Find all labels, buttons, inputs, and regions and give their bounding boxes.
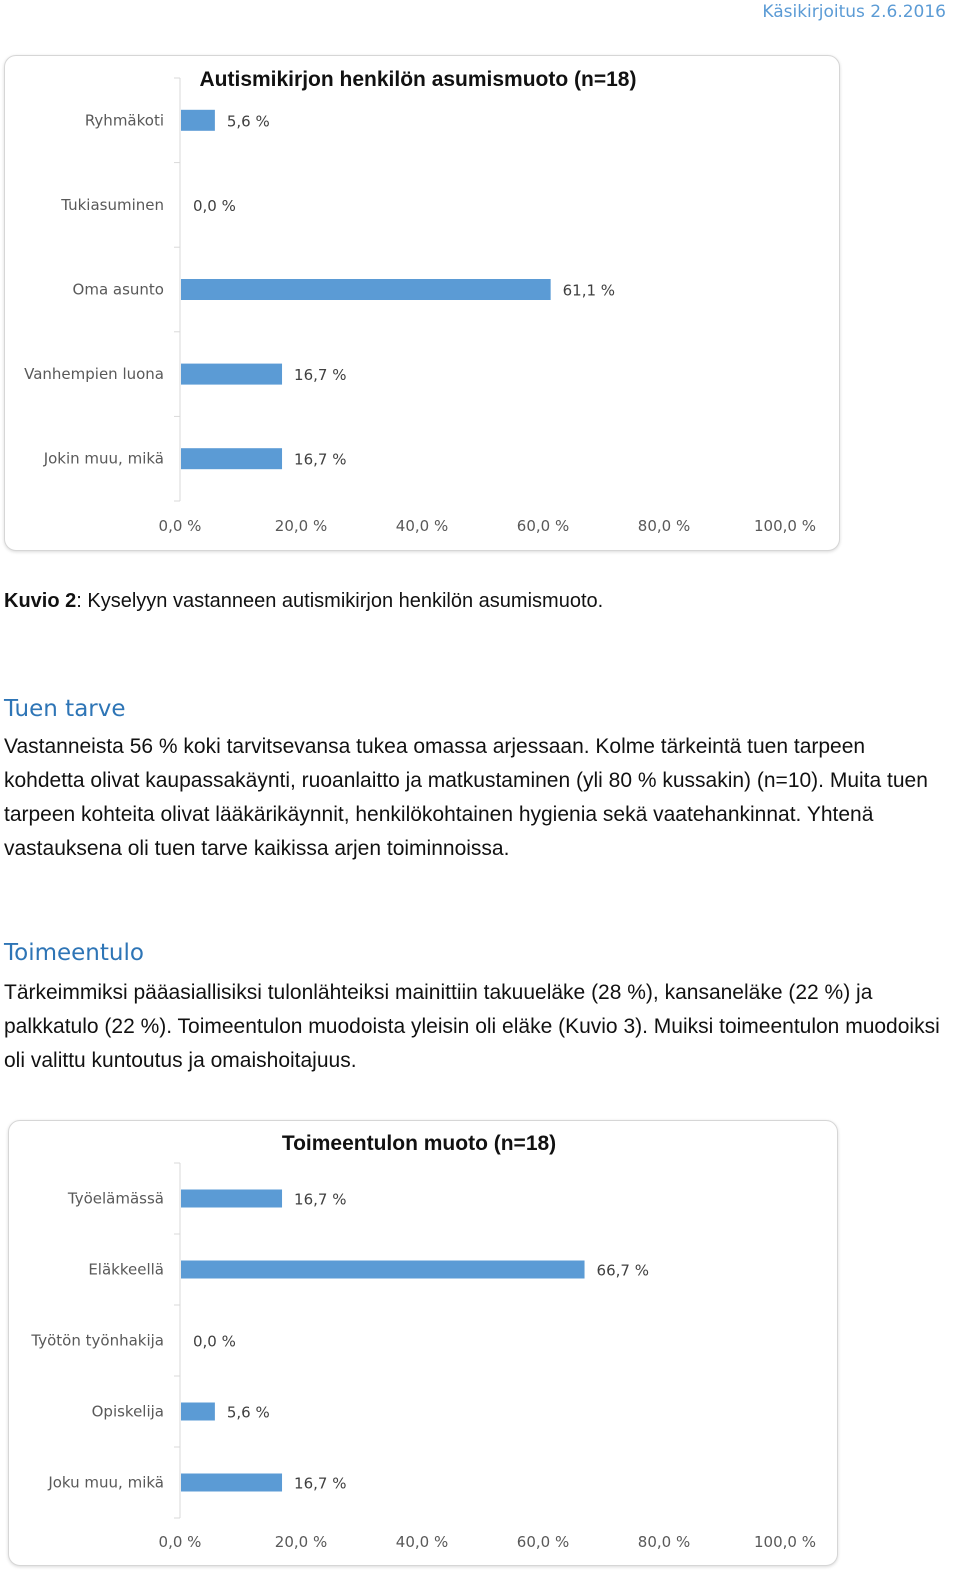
section-heading-support: Tuen tarve (4, 696, 126, 722)
housing-category-label: Jokin muu, mikä (43, 449, 164, 468)
income-x-tick-label: 40,0 % (395, 1533, 449, 1551)
housing-bar (181, 279, 551, 300)
housing-x-tick-label: 20,0 % (274, 517, 328, 535)
income-category-label: Eläkkeellä (88, 1260, 164, 1279)
income-value-label: 0,0 % (193, 1332, 236, 1351)
housing-bar (181, 364, 282, 385)
housing-category-label: Tukiasuminen (61, 195, 164, 214)
income-bar (181, 1190, 282, 1208)
section-paragraph-support: Vastanneista 56 % koki tarvitsevansa tukea omassa arjessaan. Kolme tärkeintä tuen tarpeen kohdetta olivat kaupassakäynti, ruoanlaitto ja matkustaminen (yli 80 % kussakin) (n=10). Muita tuen tarpeen kohteita olivat lääkärikäynnit, henkilökohtainen hygienia sekä vaatehankinnat. Yhtenä vastauksena oli tuen tarve kaikissa arjen toiminnoissa. (4, 735, 928, 860)
income-x-tick-label: 100,0 % (754, 1533, 816, 1551)
housing-category-label: Oma asunto (72, 280, 164, 299)
income-bar (181, 1474, 282, 1492)
housing-chart-title: Autismikirjon henkilön asumismuoto (n=18) (199, 68, 637, 91)
income-chart-title: Toimeentulon muoto (n=18) (281, 1132, 557, 1155)
income-value-label: 16,7 % (294, 1190, 347, 1209)
housing-value-label: 16,7 % (294, 366, 347, 385)
housing-chart (4, 55, 840, 551)
income-bar (181, 1261, 585, 1279)
housing-bar (181, 110, 215, 131)
caption-prefix: Kuvio 2 (4, 590, 77, 612)
caption-text: : Kyselyyn vastanneen autismikirjon henkilön asumismuoto. (76, 590, 604, 612)
housing-x-tick-label: 40,0 % (395, 517, 449, 535)
section-heading-income: Toimeentulo (4, 940, 144, 966)
income-bar (181, 1403, 215, 1421)
section-paragraph-income: Tärkeimmiksi pääasiallisiksi tulonlähteiksi mainittiin takuueläke (28 %), kansaneläke (22 %) ja palkkatulo (22 %). Toimeentulon muodoista yleisin oli eläke (Kuvio 3). Muiksi toimeentulon muodoiksi oli valittu kuntoutus ja omaishoitajuus. (4, 981, 940, 1072)
income-x-tick-label: 60,0 % (516, 1533, 570, 1551)
income-category-label: Opiskelija (91, 1402, 164, 1421)
header-note: Käsikirjoitus 2.6.2016 (762, 2, 946, 22)
income-value-label: 66,7 % (596, 1261, 649, 1280)
income-chart-svg (9, 1121, 837, 1565)
income-x-tick-label: 80,0 % (637, 1533, 691, 1551)
income-category-label: Työtön työnhakija (31, 1331, 164, 1350)
income-value-label: 16,7 % (294, 1474, 347, 1493)
housing-value-label: 16,7 % (294, 450, 347, 469)
income-category-label: Työelämässä (67, 1189, 164, 1208)
housing-value-label: 61,1 % (562, 281, 616, 300)
income-x-tick-label: 0,0 % (158, 1533, 202, 1551)
income-value-label: 5,6 % (226, 1403, 270, 1422)
housing-category-label: Vanhempien luona (24, 365, 164, 384)
housing-x-tick-label: 60,0 % (516, 517, 570, 535)
housing-x-tick-label: 80,0 % (637, 517, 691, 535)
housing-bar (181, 448, 282, 469)
income-chart (8, 1120, 838, 1566)
figure-caption (4, 590, 603, 613)
income-category-label: Joku muu, mikä (48, 1473, 164, 1492)
housing-x-tick-label: 0,0 % (158, 517, 202, 535)
housing-x-tick-label: 100,0 % (754, 517, 816, 535)
income-x-tick-label: 20,0 % (274, 1533, 328, 1551)
housing-category-label: Ryhmäkoti (84, 111, 164, 130)
housing-chart-svg (5, 56, 839, 550)
housing-value-label: 5,6 % (226, 112, 270, 131)
housing-value-label: 0,0 % (193, 196, 236, 215)
